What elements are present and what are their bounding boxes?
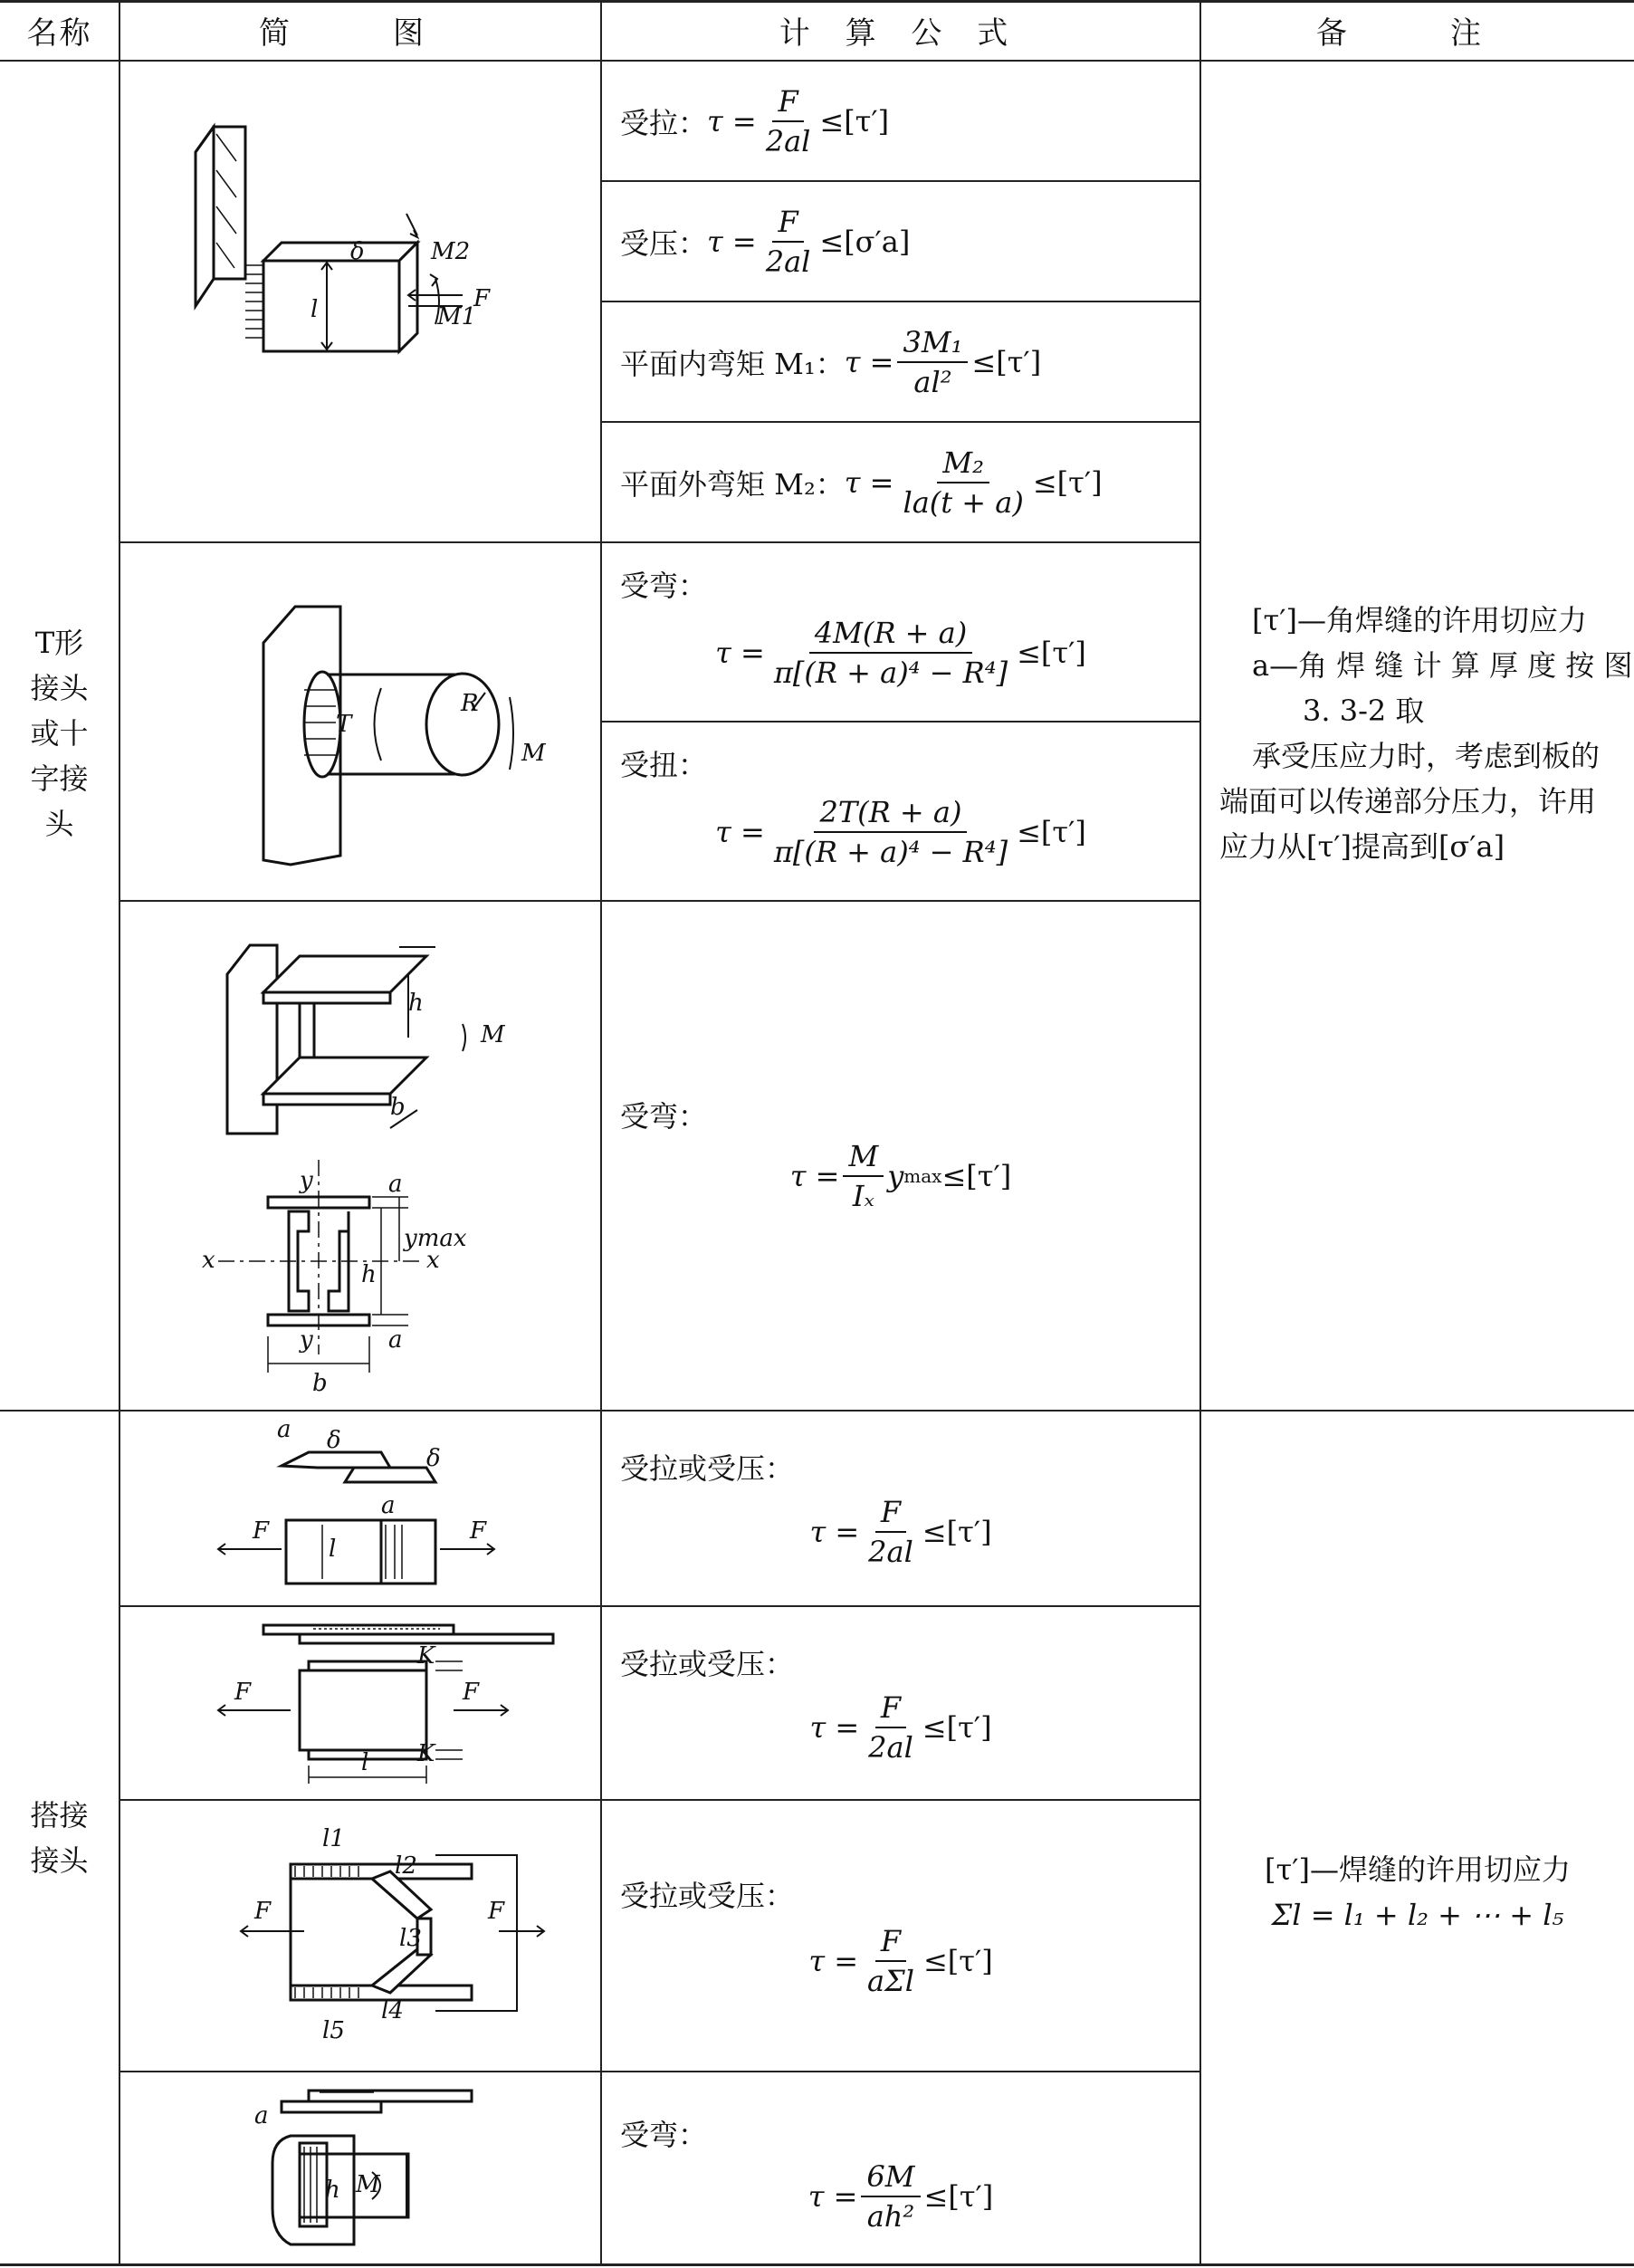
- formula-rhs: ≤[τ′]: [1017, 815, 1086, 849]
- formula-row-inplane-moment: [602, 302, 1199, 421]
- label-a-2: a: [381, 1492, 396, 1519]
- formula-numerator: M: [843, 1139, 884, 1177]
- formula-numerator: 3M₁: [897, 325, 968, 363]
- label-x-left: x: [202, 1247, 215, 1274]
- formula-row-compression: [602, 182, 1199, 301]
- label-y-top: y: [300, 1167, 313, 1194]
- label-delta-1: δ: [327, 1427, 341, 1454]
- note-line: [τ′]—焊缝的许用切应力: [1265, 1852, 1571, 1887]
- formula-lhs: τ =: [707, 103, 757, 139]
- formula-rhs: ≤[τ′]: [819, 103, 890, 139]
- formula-row-outplane-moment: [602, 423, 1199, 541]
- formula-rhs: ≤[τ′]: [922, 1710, 992, 1745]
- label-f-left: F: [253, 1517, 270, 1545]
- label-l2: l2: [395, 1852, 417, 1880]
- label-m: M: [356, 2171, 380, 2198]
- formula-lhs: τ =: [808, 1944, 858, 1978]
- label-h: h: [408, 990, 424, 1017]
- header-name: 名称: [26, 14, 92, 52]
- formula-row-bending-round: [602, 543, 1199, 721]
- note-line: [τ′]—角焊缝的许用切应力: [1252, 603, 1587, 637]
- label-h: h: [325, 2177, 340, 2204]
- label-delta: δ: [350, 238, 365, 265]
- formula-denominator: 2al: [868, 1730, 913, 1765]
- label-f-left: F: [234, 1679, 252, 1706]
- header-diagram: 简 图: [259, 14, 460, 52]
- formula-numerator: F: [875, 1690, 906, 1728]
- formula-denominator: 2al: [868, 1535, 913, 1569]
- label-f: F: [473, 285, 491, 312]
- label-b: b: [390, 1094, 406, 1121]
- label-delta-2: δ: [426, 1445, 441, 1472]
- formula-label: 受拉或受压：: [620, 1451, 795, 1486]
- diagram-lap-2: [119, 1607, 600, 1799]
- label-l1: l1: [322, 1825, 345, 1852]
- formula-row-lap-3: [602, 1801, 1199, 2071]
- diagram-i-section: [119, 902, 600, 1410]
- formula-numerator: F: [772, 205, 803, 243]
- formula-rhs: ≤[τ′]: [1032, 464, 1103, 500]
- note-line: 3. 3-2 取: [1303, 694, 1425, 728]
- group-name-lap-joint: 搭接接头: [30, 1798, 89, 1878]
- formula-lhs: τ =: [707, 224, 757, 259]
- formula-label: 受拉：: [620, 105, 708, 140]
- label-x-right: x: [426, 1247, 440, 1274]
- formula-label: 受弯：: [620, 569, 708, 603]
- label-k-top: K: [417, 1642, 435, 1670]
- formula-lhs: τ =: [844, 344, 894, 379]
- formula-lhs: τ =: [789, 1159, 840, 1193]
- label-l: l: [311, 296, 319, 323]
- group-name-t-joint: T形接头或十字接头: [30, 626, 89, 841]
- label-f-right: F: [488, 1898, 505, 1925]
- label-k-bottom: K: [417, 1740, 435, 1767]
- notes-lap-joint: [1201, 1847, 1634, 1938]
- formula-denominator: 2al: [765, 123, 811, 158]
- formula-label: 平面内弯矩 M₁：: [620, 346, 845, 381]
- notes-t-joint: [1201, 598, 1634, 869]
- label-b-section: b: [312, 1370, 328, 1397]
- formula-rhs: ≤[τ′]: [922, 1515, 992, 1549]
- formula-numerator: F: [875, 1495, 906, 1533]
- header-formula: 计 算 公 式: [779, 14, 1021, 52]
- label-t: T: [336, 711, 352, 738]
- label-f-right: F: [463, 1679, 480, 1706]
- note-line: 端面可以传递部分压力，许用: [1219, 784, 1597, 818]
- diagram-lap-3: [119, 1801, 600, 2071]
- formula-numerator: 6M: [861, 2159, 920, 2197]
- formula-tail: y: [887, 1159, 904, 1193]
- formula-rhs: ≤[τ′]: [1017, 636, 1086, 670]
- formula-label: 受拉或受压：: [620, 1647, 795, 1681]
- label-l4: l4: [381, 1997, 404, 2024]
- formula-rhs: ≤[τ′]: [923, 2179, 994, 2214]
- formula-lhs: τ =: [715, 815, 765, 849]
- formula-label: 受弯：: [620, 1099, 708, 1134]
- note-line: a—角 焊 缝 计 算 厚 度 按 图: [1252, 648, 1633, 683]
- formula-denominator: al²: [913, 364, 952, 399]
- formula-denominator: Iₓ: [852, 1179, 874, 1213]
- formula-lhs: τ =: [809, 1710, 860, 1745]
- label-ymax: ymax: [404, 1225, 467, 1252]
- formula-row-lap-2: [602, 1607, 1199, 1799]
- formula-numerator: 2T(R + a): [814, 795, 967, 833]
- diagram-lap-4: [119, 2072, 600, 2263]
- formula-row-tension: [602, 62, 1199, 180]
- label-f-right: F: [470, 1517, 487, 1545]
- formula-row-lap-1: [602, 1412, 1199, 1605]
- label-a-bottom: a: [388, 1326, 403, 1354]
- diagram-t-joint-bar: [119, 62, 600, 541]
- header-notes: 备 注: [1316, 14, 1517, 52]
- formula-row-bending-i: [602, 902, 1199, 1410]
- formula-rhs: ≤[τ′]: [971, 344, 1042, 379]
- label-f-left: F: [254, 1898, 272, 1925]
- formula-denominator: π[(R + a)⁴ − R⁴]: [773, 656, 1008, 690]
- formula-numerator: M₂: [937, 445, 989, 483]
- formula-label: 受拉或受压：: [620, 1879, 795, 1913]
- note-line: 承受压应力时，考虑到板的: [1252, 739, 1601, 773]
- label-m: M: [521, 740, 546, 767]
- formula-label: 平面外弯矩 M₂：: [620, 466, 845, 502]
- label-h-section: h: [361, 1261, 377, 1288]
- label-m1: M1: [437, 303, 477, 330]
- formula-denominator: aΣl: [867, 1964, 914, 1998]
- note-line: 应力从[τ′]提高到[σ′a]: [1219, 829, 1505, 864]
- formula-denominator: ah²: [866, 2199, 915, 2234]
- formula-row-torsion: [602, 723, 1199, 900]
- label-r: R: [461, 690, 479, 717]
- formula-row-lap-4: [602, 2072, 1199, 2263]
- formula-tail-subscript: max: [903, 1165, 942, 1187]
- formula-rhs: ≤[τ′]: [941, 1159, 1012, 1193]
- formula-numerator: 4M(R + a): [809, 616, 972, 654]
- label-l: l: [361, 1749, 369, 1776]
- label-m: M: [481, 1021, 505, 1048]
- formula-numerator: F: [875, 1924, 906, 1962]
- formula-denominator: la(t + a): [903, 484, 1024, 520]
- label-y-bottom: y: [300, 1326, 313, 1354]
- formula-lhs: τ =: [807, 2179, 858, 2214]
- formula-label: 受压：: [620, 225, 708, 261]
- formula-label: 受弯：: [620, 2118, 708, 2152]
- diagram-round-bar: [119, 543, 600, 900]
- formula-rhs: ≤[τ′]: [922, 1944, 993, 1978]
- formula-numerator: F: [772, 84, 803, 122]
- label-a: a: [254, 2102, 269, 2129]
- label-l3: l3: [399, 1925, 422, 1952]
- label-l5: l5: [322, 2017, 345, 2044]
- label-a-top: a: [388, 1171, 403, 1198]
- formula-lhs: τ =: [715, 636, 765, 670]
- label-m2: M2: [431, 238, 471, 265]
- formula-rhs: ≤[σ′a]: [819, 224, 911, 259]
- formula-lhs: τ =: [809, 1515, 860, 1549]
- diagram-lap-1: [119, 1412, 600, 1605]
- formula-denominator: 2al: [765, 244, 811, 279]
- formula-lhs: τ =: [844, 464, 894, 500]
- note-line: Σl = l₁ + l₂ + ⋯ + l₅: [1271, 1898, 1564, 1932]
- table-bottom-border: [0, 2263, 1634, 2266]
- formula-denominator: π[(R + a)⁴ − R⁴]: [773, 835, 1008, 869]
- formula-label: 受扭：: [620, 748, 708, 782]
- label-a: a: [277, 1416, 291, 1443]
- label-l: l: [329, 1536, 337, 1563]
